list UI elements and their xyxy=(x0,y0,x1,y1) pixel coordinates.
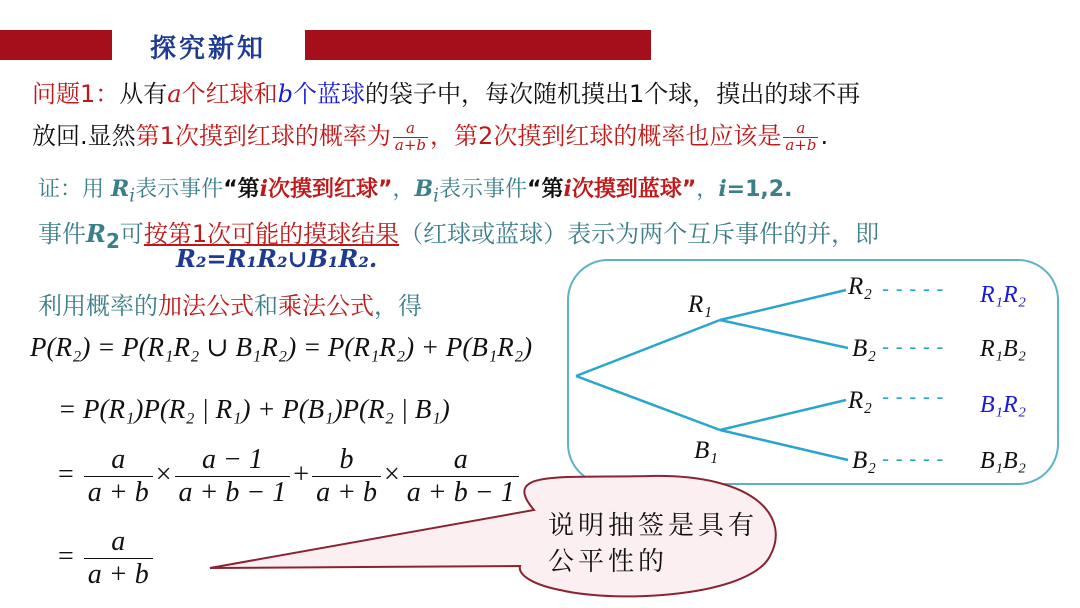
page-title: 探究新知 xyxy=(150,34,267,64)
text: ，得 xyxy=(374,292,422,320)
dash-1: - - - - - xyxy=(882,277,944,301)
text: 利用概率的 xyxy=(38,292,158,320)
text: 第1次摸到红球的概率为 xyxy=(135,122,391,150)
formula-union: R₂=R₁R₂∪B₁R₂. xyxy=(176,244,378,273)
text: （红球或蓝球）表示为两个互斥事件的并，即 xyxy=(399,220,880,248)
text: . xyxy=(820,122,829,150)
outcome-r1b2: R₁B₂ xyxy=(980,336,1027,362)
equals: = xyxy=(58,541,74,573)
fraction-num: a − 1 xyxy=(175,444,291,477)
text: ， xyxy=(430,122,455,150)
fraction-den: a + b − 1 xyxy=(178,477,287,509)
text: 次摸到红球” xyxy=(268,177,393,202)
fraction-num: a xyxy=(84,444,153,477)
text: 个蓝球 xyxy=(292,80,365,108)
text: =1,2. xyxy=(726,177,793,202)
fraction-num: a xyxy=(783,121,818,138)
equation-1: P(R₂) = P(R₁R₂ ∪ B₁R₂) = P(R₁R₂) + P(B₁R₂) xyxy=(30,332,533,362)
text: 的袋子中，每次随机摸出1个球，摸出的球不再 xyxy=(364,80,861,108)
fraction-num: a xyxy=(403,444,519,477)
text: 个红球和 xyxy=(181,80,278,108)
var-i: i xyxy=(563,176,572,202)
fraction-den: a+b xyxy=(785,135,817,154)
text: 次摸到蓝球” xyxy=(571,177,697,202)
text: 加法公式 xyxy=(158,292,254,320)
text: 表示事件 xyxy=(438,177,527,202)
dash-2: - - - - - xyxy=(882,335,944,359)
dash-3: - - - - - xyxy=(882,385,944,409)
var-B: B xyxy=(414,176,434,202)
text: 放回.显然 xyxy=(32,122,136,150)
equation-2: = P(R₁)P(R₂ | R₁) + P(B₁)P(R₂ | B₁) xyxy=(58,394,450,424)
text: 事件 xyxy=(38,220,86,248)
text: ， xyxy=(696,177,719,202)
outcome-b1r2: B₁R₂ xyxy=(980,392,1027,418)
text: 第2次摸到红球的概率也应该是 xyxy=(454,122,782,150)
outcome-b1b2: B₁B₂ xyxy=(980,448,1027,474)
sub: 2 xyxy=(105,228,120,253)
fraction-num: a xyxy=(84,526,153,559)
fraction-den: a + b xyxy=(87,477,149,509)
var-i: i xyxy=(718,176,727,202)
var-b: b xyxy=(277,80,293,108)
var-R: R xyxy=(111,176,130,202)
text: 从有 xyxy=(119,80,168,108)
callout-text: 说明抽签是具有公平性的 xyxy=(548,511,759,577)
text: 可 xyxy=(119,220,144,248)
text: 表示事件 xyxy=(135,177,224,202)
fraction-num: b xyxy=(312,444,381,477)
fraction-den: a + b xyxy=(316,477,377,509)
text: 证：用 xyxy=(38,177,111,202)
text: “第 xyxy=(527,177,564,202)
leaf-b2-bottom: B₂ xyxy=(852,447,876,474)
node-r1: R₁ xyxy=(688,291,712,318)
fraction-den: a+b xyxy=(394,135,427,154)
fraction-num: a xyxy=(393,121,428,138)
leaf-r2-bottom: R₂ xyxy=(848,387,872,414)
text: 乘法公式 xyxy=(278,292,374,320)
var-a: a xyxy=(167,80,182,108)
times: × xyxy=(155,459,172,491)
text: 和 xyxy=(254,292,278,320)
outcome-r1r2: R₁R₂ xyxy=(980,282,1027,308)
leaf-r2-top: R₂ xyxy=(848,273,872,300)
var-i: i xyxy=(259,176,269,202)
leaf-b2-top: B₂ xyxy=(852,335,876,362)
var-R: R xyxy=(86,219,106,248)
fraction-den: a + b xyxy=(87,559,149,591)
sub: i xyxy=(129,185,136,207)
problem-label: 问题1： xyxy=(32,80,120,108)
fraction-den: a + b − 1 xyxy=(406,477,515,509)
dash-4: - - - - - xyxy=(882,447,944,471)
sub: i xyxy=(433,185,439,207)
text: “第 xyxy=(223,177,260,202)
plus: + xyxy=(293,459,310,491)
times: × xyxy=(384,459,400,491)
equals: = xyxy=(58,459,74,491)
node-b1: B₁ xyxy=(694,437,718,464)
underlined-text: 按第1次可能的摸球结果 xyxy=(143,220,400,248)
text: ， xyxy=(392,177,415,202)
